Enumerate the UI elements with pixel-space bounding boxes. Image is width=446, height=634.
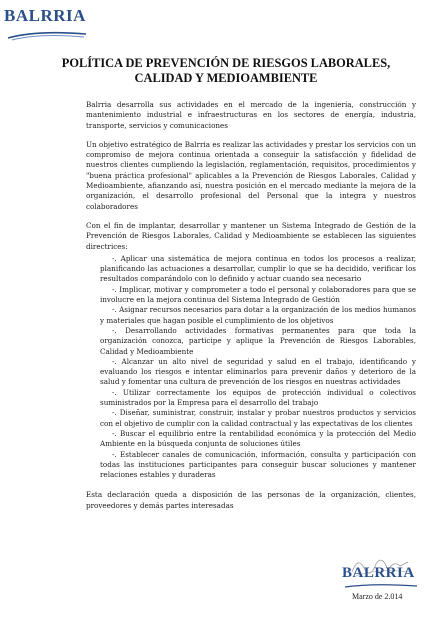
directives-list — [86, 254, 416, 481]
footer-logo-wordmark: BALRRIA — [342, 565, 415, 581]
footer-swoosh-icon — [344, 583, 418, 589]
closing-paragraph: Esta declaración queda a disposición de las personas de la organización, clientes, proveedores y demás partes interesadas — [86, 490, 416, 510]
directive-item: -. Diseñar, suministrar, construir, instalar y probar nuestros productos y servicios con el objetivo de cumplir con la calidad contractual y las expectativas de los clientes — [100, 408, 416, 428]
directive-item: -. Alcanzar un alto nivel de seguridad y salud en el trabajo, identificando y evaluando los riesgos e intentar eliminarlos para prevenir daños y deterioro de la salud y fomentar una cultura de prevención de los riesgos en nuestras actividades — [100, 356, 416, 387]
directive-item: -. Implicar, motivar y comprometer a todo el personal y colaboradores para que se involucre en la mejora continua del Sistema Integrado de Gestión — [100, 284, 416, 305]
page-title — [40, 56, 412, 86]
footer-logo — [338, 550, 424, 590]
directive-item: -. Utilizar correctamente los equipos de protección individual o colectivos suministrados por la Empresa para el desarrollo del trabajo — [100, 387, 416, 408]
directive-item: -. Desarrollando actividades formativas permanentes para que toda la organización conozca, participe y aplique la Prevención de Riesgos Laborables, Calidad y Medioambiente — [100, 325, 416, 356]
logo-swoosh-icon — [6, 28, 88, 42]
logo-wordmark: BALRRIA — [4, 6, 86, 25]
title-line-1: POLÍTICA DE PREVENCIÓN DE RIESGOS LABORALES, — [61, 56, 391, 70]
footer-date: Marzo de 2.014 — [352, 592, 403, 601]
objective-paragraph: Un objetivo estratégico de Balrria es realizar las actividades y prestar los servicios con un compromiso de mejora continua orientada a conseguir la satisfacción y fidelidad de nuestros clientes cumpliendo la legislación, reglamentación, requisitos, procedimientos y "buena práctica profesional" aplicables a la Prevención de Riesgos Laborales, Calidad y Medioambiente, afianzando así, nuestra posición en el mercado mediante la mejora de la organización, el desarrollo profesional del Personal que la integra y nuestros colaboradores — [86, 139, 416, 211]
directive-item: -. Establecer canales de comunicación, información, consulta y participación con todas las instituciones participantes para conseguir buscar soluciones y mantener relaciones estables y duraderas — [100, 449, 416, 480]
company-logo — [4, 6, 90, 50]
directive-item: -. Aplicar una sistemática de mejora continua en todos los procesos a realizar, planificando las actuaciones a desarrollar, cumplir lo que se ha decidido, verificar los resultados comparándolo con lo definido y actuar cuando sea necesario — [100, 253, 416, 284]
directive-item: -. Asignar recursos necesarios para dotar a la organización de los medios humanos y materiales que hagan posible el cumplimiento de los objetivos — [100, 305, 416, 325]
intro-paragraph: Balrria desarrolla sus actividades en el mercado de la ingeniería, construcción y mantenimiento industrial e infraestructuras en los sectores de energía, industria, transporte, servicios y comunicaciones — [86, 100, 416, 130]
directives-intro-paragraph: Con el fin de implantar, desarrollar y mantener un Sistema Integrado de Gestión de la Prevención de Riesgos Laborales, Calidad y Medioambiente se establecen las siguientes directrices: — [86, 220, 416, 251]
policy-body — [86, 100, 416, 520]
title-line-2: CALIDAD Y MEDIOAMBIENTE — [134, 71, 318, 85]
directive-item: -. Buscar el equilibrio entre la rentabilidad económica y la protección del Medio Ambiente en la búsqueda conjunta de soluciones útiles — [100, 428, 416, 449]
